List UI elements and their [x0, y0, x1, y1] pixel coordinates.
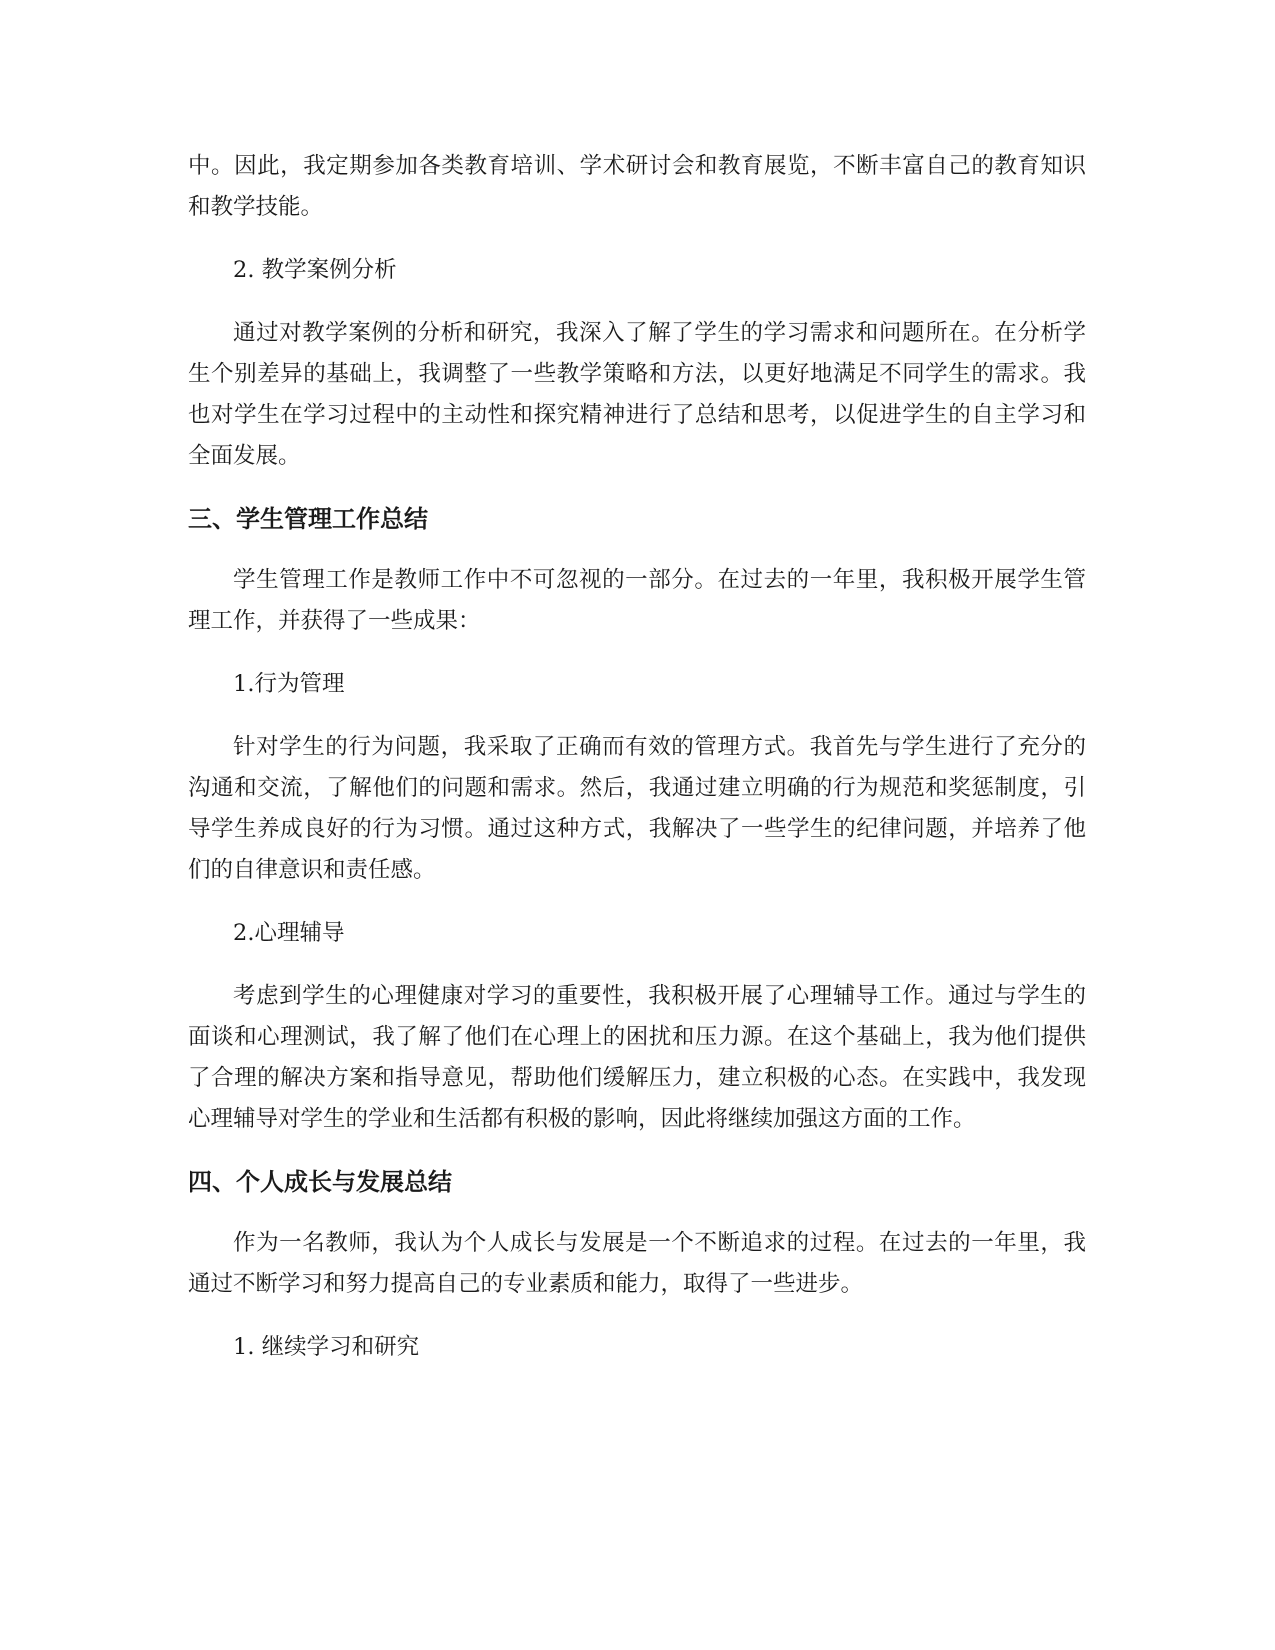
- paragraph-continued: 中。因此，我定期参加各类教育培训、学术研讨会和教育展览，不断丰富自己的教育知识和教学技能。: [188, 153, 1086, 220]
- paragraph-behavior: 针对学生的行为问题，我采取了正确而有效的管理方式。我首先与学生进行了充分的沟通和交流，了解他们的问题和需求。然后，我通过建立明确的行为规范和奖惩制度，引导学生养成良好的行为习惯。通过这种方式，我解决了一些学生的纪律问题，并培养了他们的自律意识和责任感。: [188, 734, 1086, 883]
- paragraph-psychology: 考虑到学生的心理健康对学习的重要性，我积极开展了心理辅导工作。通过与学生的面谈和心理测试，我了解了他们在心理上的困扰和压力源。在这个基础上，我为他们提供了合理的解决方案和指导意见，帮助他们缓解压力，建立积极的心态。在实践中，我发现心理辅导对学生的学业和生活都有积极的影响，因此将继续加强这方面的工作。: [188, 983, 1086, 1132]
- paragraph-student-management: 学生管理工作是教师工作中不可忽视的一部分。在过去的一年里，我积极开展学生管理工作，并获得了一些成果：: [188, 567, 1086, 634]
- list-item-psychology: 2.心理辅导: [233, 920, 345, 946]
- paragraph-teaching-case: 通过对教学案例的分析和研究，我深入了解了学生的学习需求和问题所在。在分析学生个别差异的基础上，我调整了一些教学策略和方法，以更好地满足不同学生的需求。我也对学生在学习过程中的主动性和探究精神进行了总结和思考，以促进学生的自主学习和全面发展。: [188, 320, 1086, 469]
- paragraph-personal-growth: 作为一名教师，我认为个人成长与发展是一个不断追求的过程。在过去的一年里，我通过不断学习和努力提高自己的专业素质和能力，取得了一些进步。: [188, 1230, 1086, 1297]
- section-heading-student-management: 三、学生管理工作总结: [188, 505, 428, 533]
- list-item-behavior: 1.行为管理: [233, 671, 345, 697]
- document-page: [188, 146, 1086, 1390]
- list-item-teaching-case: 2. 教学案例分析: [233, 257, 397, 283]
- list-item-continued-study: 1. 继续学习和研究: [233, 1334, 420, 1360]
- section-heading-personal-growth: 四、个人成长与发展总结: [188, 1168, 452, 1196]
